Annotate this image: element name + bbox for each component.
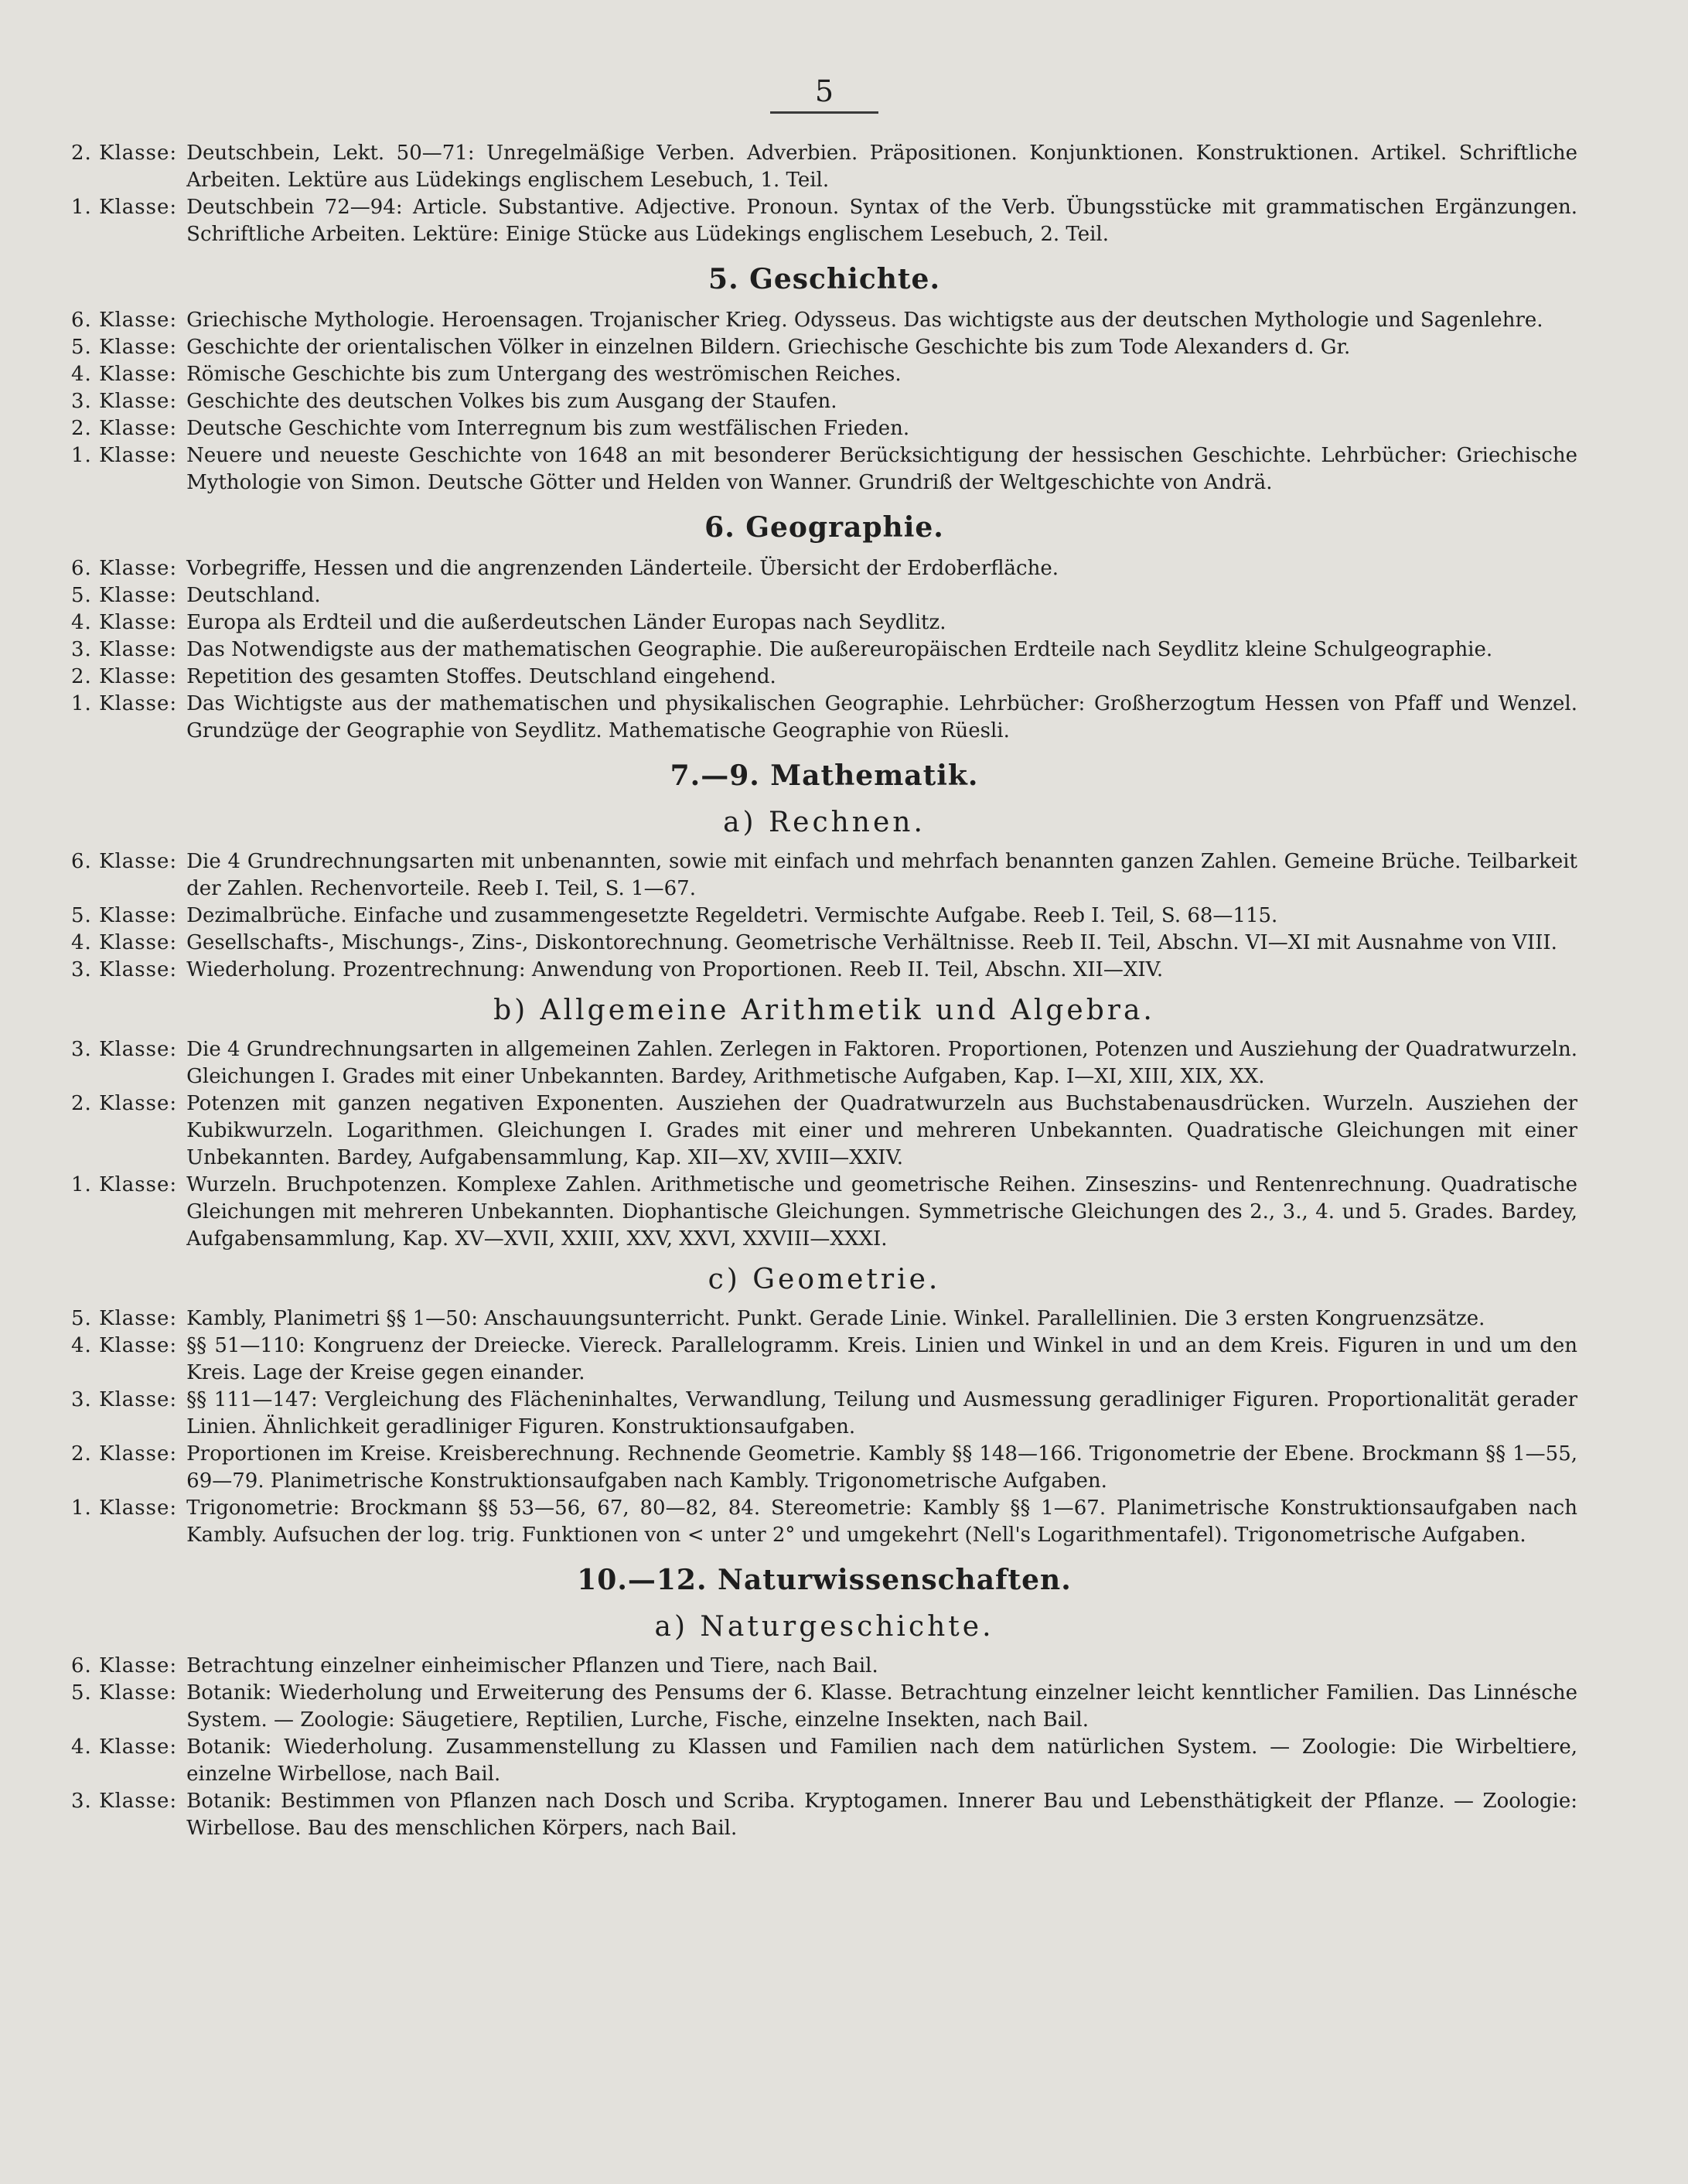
class-entry — [71, 1387, 1577, 1441]
subsection-heading-geometrie: c) Geometrie. — [708, 1264, 941, 1295]
class-entry — [71, 1172, 1577, 1253]
class-entry — [71, 609, 1577, 636]
class-entry — [71, 1495, 1577, 1549]
section-heading-geographie: 6. Geographie. — [704, 511, 944, 544]
class-text: Die 4 Grundrechnungsarten in allgemeinen Zahlen. Zerlegen in Faktoren. Proportionen, Potenzen und Ausziehung der Quadratwurzeln. Gleichungen I. Grades mit einer Unbekannten. Bardey, Arithmetische Aufgaben, Kap. I—XI, XIII, XIX, XX. — [186, 1038, 1577, 1088]
class-text: Betrachtung einzelner einheimischer Pflanzen und Tiere, nach Bail. — [186, 1654, 878, 1677]
class-text: Das Notwendigste aus der mathematischen Geographie. Die außereuropäischen Erdteile nach Seydlitz kleine Schulgeographie. — [186, 638, 1493, 661]
class-entry — [71, 930, 1577, 957]
class-entry — [71, 957, 1577, 984]
algebra-entries — [71, 1036, 1577, 1253]
class-text: Römische Geschichte bis zum Untergang des weströmischen Reiches. — [186, 363, 902, 386]
class-text: Vorbegriffe, Hessen und die angrenzenden Länderteile. Übersicht der Erdoberfläche. — [186, 557, 1059, 580]
section-heading-naturwissenschaften: 10.—12. Naturwissenschaften. — [577, 1564, 1072, 1596]
page-number: 5 — [814, 74, 834, 108]
class-label: 2. Klasse: — [71, 1442, 178, 1466]
class-entry — [71, 1680, 1577, 1734]
class-label: 3. Klasse: — [71, 1038, 178, 1061]
class-label: 3. Klasse: — [71, 1388, 178, 1411]
section-heading-mathematik: 7.—9. Mathematik. — [670, 759, 979, 792]
class-label: 1. Klasse: — [71, 444, 178, 467]
geometrie-entries — [71, 1305, 1577, 1549]
class-entry — [71, 1653, 1577, 1680]
class-text: Das Wichtigste aus der mathematischen und physikalischen Geographie. Lehrbücher: Großherzogtum Hessen von Pfaff und Wenzel. Grundzüge der Geographie von Seydlitz. Mathematische Geographie von Rüesli. — [186, 692, 1577, 742]
class-label: 5. Klasse: — [71, 584, 178, 607]
class-text: Potenzen mit ganzen negativen Exponenten. Ausziehen der Quadratwurzeln aus Buchstabenausdrücken. Wurzeln. Ausziehen der Kubikwurzeln. Logarithmen. Gleichungen I. Grades mit einer und mehreren Unbekannten. Quadratische Gleichungen mit einer Unbekannten. Bardey, Aufgabensammlung, Kap. XII—XV, XVIII—XXIV. — [186, 1092, 1577, 1169]
class-text: Proportionen im Kreise. Kreisberechnung. Rechnende Geometrie. Kambly §§ 148—166. Trigonometrie der Ebene. Brockmann §§ 1—55, 69—79. Planimetrische Konstruktionsaufgaben nach Kambly. Trigonometrische Aufgaben. — [186, 1442, 1577, 1493]
rechnen-entries — [71, 848, 1577, 984]
class-label: 6. Klasse: — [71, 850, 178, 873]
subsection-heading-rechnen: a) Rechnen. — [723, 807, 926, 838]
geschichte-entries — [71, 307, 1577, 497]
class-text: Wiederholung. Prozentrechnung: Anwendung von Proportionen. Reeb II. Teil, Abschn. XII—XIV. — [186, 958, 1164, 981]
class-text: Botanik: Wiederholung. Zusammenstellung zu Klassen und Familien nach dem natürlichen System. — Zoologie: Die Wirbeltiere, einzelne Wirbellose, nach Bail. — [186, 1735, 1577, 1786]
class-entry — [71, 442, 1577, 497]
class-entry — [71, 903, 1577, 930]
class-label: 4. Klasse: — [71, 931, 178, 954]
class-label: 5. Klasse: — [71, 336, 178, 359]
subsection-heading-algebra: b) Allgemeine Arithmetik und Algebra. — [493, 995, 1155, 1026]
class-entry — [71, 361, 1577, 388]
class-text: Neuere und neueste Geschichte von 1648 an mit besonderer Berücksichtigung der hessischen Geschichte. Lehrbücher: Griechische Mythologie von Simon. Deutsche Götter und Helden von Wanner. Grundriß der Weltgeschichte von Andrä. — [186, 444, 1577, 494]
class-label: 5. Klasse: — [71, 904, 178, 927]
class-text: Deutschbein 72—94: Article. Substantive. Adjective. Pronoun. Syntax of the Verb. Übungsstücke mit grammatischen Ergänzungen. Schriftliche Arbeiten. Lektüre: Einige Stücke aus Lüdekings englischem Lesebuch, 2. Teil. — [186, 196, 1577, 246]
class-text: Die 4 Grundrechnungsarten mit unbenannten, sowie mit einfach und mehrfach benannten ganzen Zahlen. Gemeine Brüche. Teilbarkeit der Zahlen. Rechenvorteile. Reeb I. Teil, S. 1—67. — [186, 850, 1577, 900]
class-label: 1. Klasse: — [71, 692, 178, 715]
class-label: 4. Klasse: — [71, 611, 178, 634]
class-label: 5. Klasse: — [71, 1307, 178, 1330]
class-entry — [71, 334, 1577, 361]
class-entry — [71, 388, 1577, 415]
subsection-heading-naturgeschichte: a) Naturgeschichte. — [654, 1611, 994, 1643]
class-text: Wurzeln. Bruchpotenzen. Komplexe Zahlen. Arithmetische und geometrische Reihen. Zinseszins- und Rentenrechnung. Quadratische Gleichungen mit mehreren Unbekannten. Diophantische Gleichungen. Symmetrische Gleichungen des 2., 3., 4. und 5. Grades. Bardey, Aufgabensammlung, Kap. XV—XVII, XXIII, XXV, XXVI, XXVIII—XXXI. — [186, 1173, 1577, 1251]
class-label: 4. Klasse: — [71, 1334, 178, 1357]
class-entry — [71, 1036, 1577, 1090]
class-entry — [71, 307, 1577, 334]
class-text: Gesellschafts-, Mischungs-, Zins-, Diskontorechnung. Geometrische Verhältnisse. Reeb II. Teil, Abschn. VI—XI mit Ausnahme von VIII. — [186, 931, 1557, 954]
class-entry — [71, 1305, 1577, 1333]
class-label: 1. Klasse: — [71, 1496, 178, 1520]
class-label: 2. Klasse: — [71, 417, 178, 440]
class-label: 3. Klasse: — [71, 638, 178, 661]
class-text: Botanik: Bestimmen von Pflanzen nach Dosch und Scriba. Kryptogamen. Innerer Bau und Lebensthätigkeit der Pflanze. — Zoologie: Wirbellose. Bau des menschlichen Körpers, nach Bail. — [186, 1790, 1577, 1840]
class-text: Trigonometrie: Brockmann §§ 53—56, 67, 80—82, 84. Stereometrie: Kambly §§ 1—67. Planimetrische Konstruktionsaufgaben nach Kambly. Aufsuchen der log. trig. Funktionen von < unter 2° und umgekehrt (Nell's Logarithmentafel). Trigonometrische Aufgaben. — [186, 1496, 1577, 1547]
class-text: Geschichte der orientalischen Völker in einzelnen Bildern. Griechische Geschichte bis zum Tode Alexanders d. Gr. — [186, 336, 1351, 359]
naturgeschichte-entries — [71, 1653, 1577, 1842]
class-text: Geschichte des deutschen Volkes bis zum Ausgang der Staufen. — [186, 390, 837, 413]
class-entry — [71, 555, 1577, 582]
class-label: 3. Klasse: — [71, 390, 178, 413]
class-entry — [71, 1090, 1577, 1172]
class-text: Deutschland. — [186, 584, 321, 607]
geographie-entries — [71, 555, 1577, 745]
class-label: 3. Klasse: — [71, 1790, 178, 1813]
class-entry — [71, 691, 1577, 745]
class-text: Repetition des gesamten Stoffes. Deutschland eingehend. — [186, 665, 776, 688]
class-text: Griechische Mythologie. Heroensagen. Trojanischer Krieg. Odysseus. Das wichtigste aus der deutschen Mythologie und Sagenlehre. — [186, 309, 1543, 332]
section-heading-geschichte: 5. Geschichte. — [708, 263, 940, 295]
class-entry — [71, 140, 1577, 194]
document-page — [71, 70, 1577, 1842]
class-entry — [71, 415, 1577, 442]
class-text: Dezimalbrüche. Einfache und zusammengesetzte Regeldetri. Vermischte Aufgabe. Reeb I. Teil, S. 68—115. — [186, 904, 1278, 927]
class-text: §§ 111—147: Vergleichung des Flächeninhaltes, Verwandlung, Teilung und Ausmessung geradliniger Figuren. Proportionalität gerader Linien. Ähnlichkeit geradliniger Figuren. Konstruktionsaufgaben. — [186, 1388, 1577, 1438]
class-label: 6. Klasse: — [71, 1654, 178, 1677]
class-label: 1. Klasse: — [71, 196, 178, 219]
class-label: 6. Klasse: — [71, 309, 178, 332]
class-text: Botanik: Wiederholung und Erweiterung des Pensums der 6. Klasse. Betrachtung einzelner leicht kenntlicher Familien. Das Linnésche System. — Zoologie: Säugetiere, Reptilien, Lurche, Fische, einzelne Insekten, nach Bail. — [186, 1681, 1577, 1732]
class-label: 4. Klasse: — [71, 363, 178, 386]
class-label: 5. Klasse: — [71, 1681, 178, 1705]
class-entry — [71, 1788, 1577, 1842]
class-entry — [71, 582, 1577, 609]
class-entry — [71, 848, 1577, 903]
class-label: 4. Klasse: — [71, 1735, 178, 1759]
english-curriculum — [71, 140, 1577, 248]
class-text: Kambly, Planimetri §§ 1—50: Anschauungsunterricht. Punkt. Gerade Linie. Winkel. Parallellinien. Die 3 ersten Kongruenzsätze. — [186, 1307, 1485, 1330]
class-text: Deutsche Geschichte vom Interregnum bis zum westfälischen Frieden. — [186, 417, 910, 440]
class-label: 2. Klasse: — [71, 665, 178, 688]
class-entry — [71, 1333, 1577, 1387]
class-label: 2. Klasse: — [71, 1092, 178, 1115]
class-entry — [71, 1734, 1577, 1788]
class-label: 1. Klasse: — [71, 1173, 178, 1196]
class-label: 3. Klasse: — [71, 958, 178, 981]
class-label: 6. Klasse: — [71, 557, 178, 580]
class-label: 2. Klasse: — [71, 142, 178, 165]
class-entry — [71, 194, 1577, 248]
class-text: Europa als Erdteil und die außerdeutschen Länder Europas nach Seydlitz. — [186, 611, 946, 634]
class-text: §§ 51—110: Kongruenz der Dreiecke. Viereck. Parallelogramm. Kreis. Linien und Winkel in und an dem Kreis. Figuren in und um den Kreis. Lage der Kreise gegen einander. — [186, 1334, 1577, 1384]
class-entry — [71, 664, 1577, 691]
class-text: Deutschbein, Lekt. 50—71: Unregelmäßige Verben. Adverbien. Präpositionen. Konjunktionen. Konstruktionen. Artikel. Schriftliche Arbeiten. Lektüre aus Lüdekings englischem Lesebuch, 1. Teil. — [186, 142, 1577, 192]
class-entry — [71, 1441, 1577, 1495]
class-entry — [71, 636, 1577, 664]
